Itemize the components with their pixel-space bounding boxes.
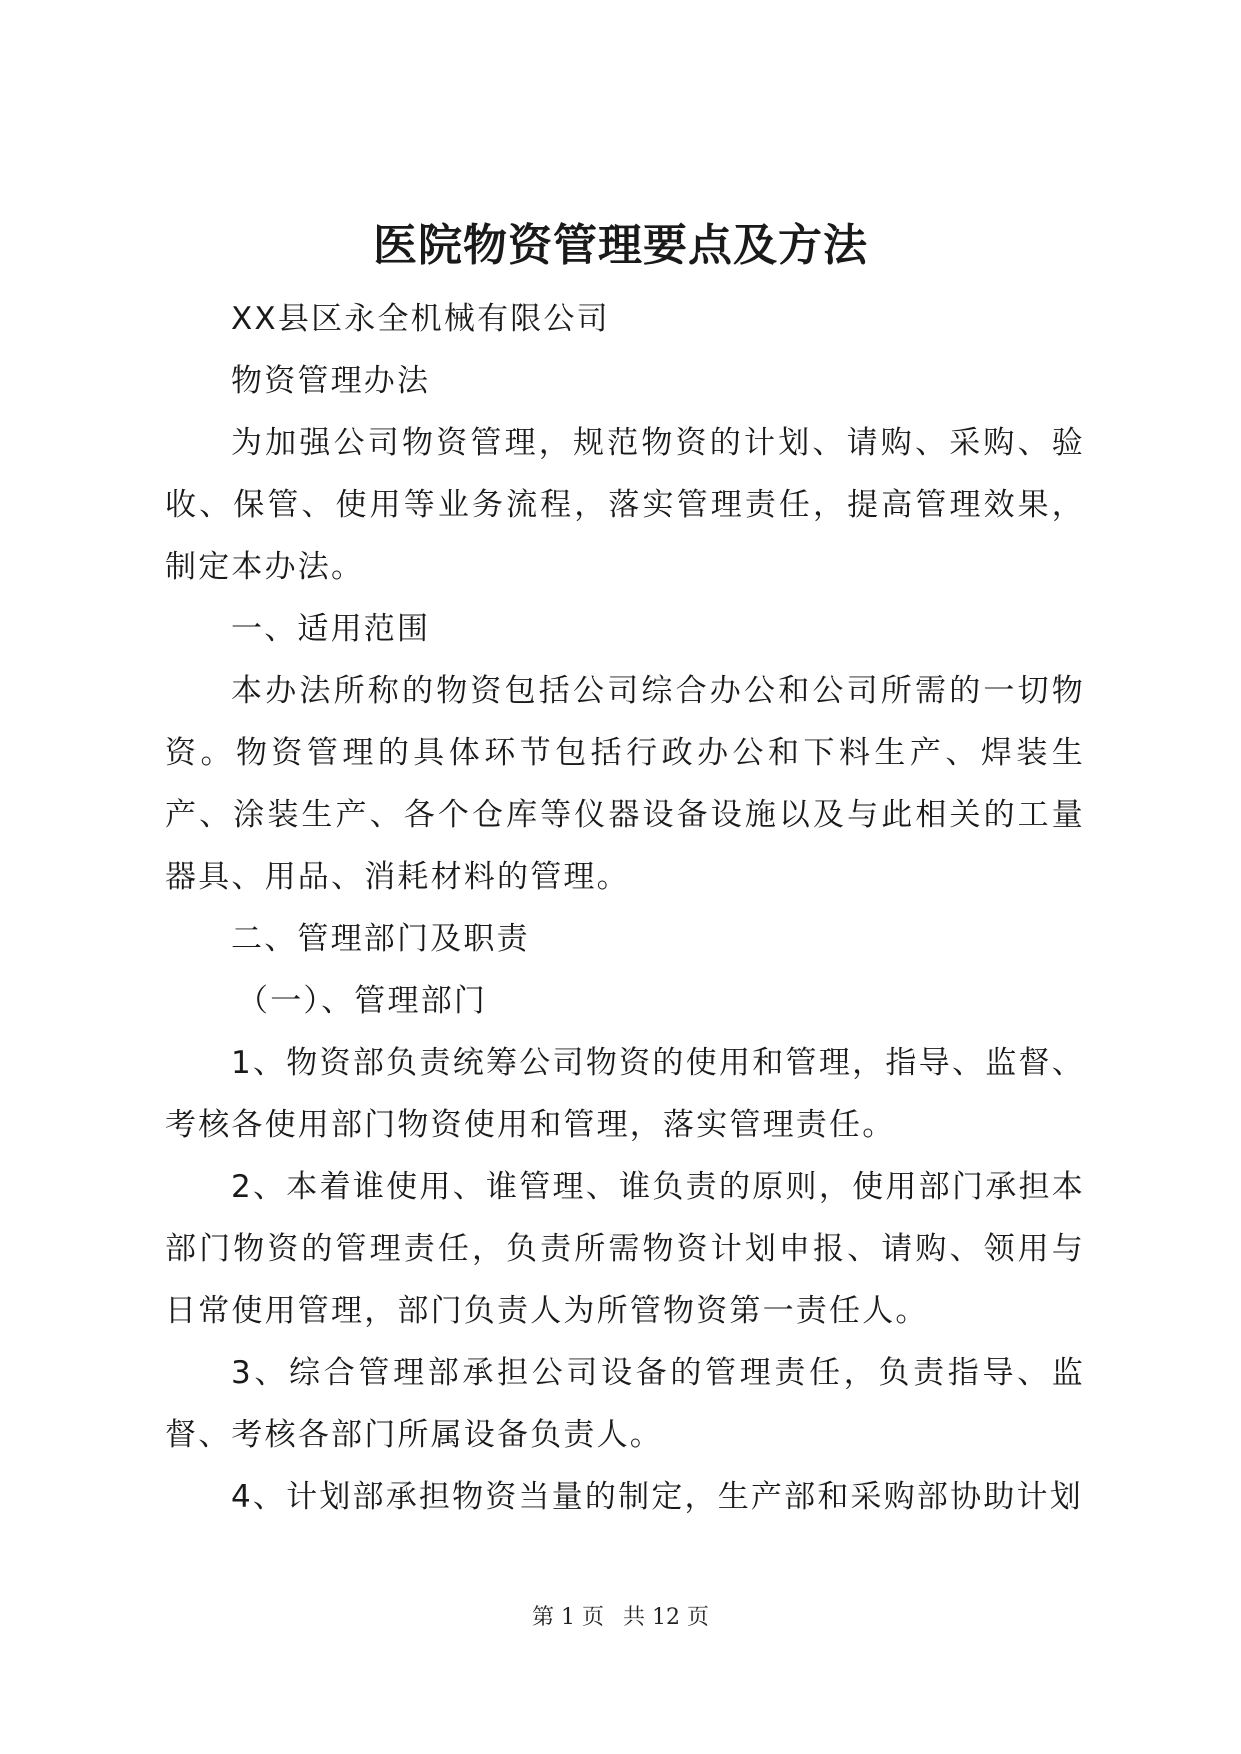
body-paragraph: 2、本着谁使用、谁管理、谁负责的原则，使用部门承担本部门物资的管理责任，负责所需物资计划申报、请购、领用与日常使用管理，部门负责人为所管物资第一责任人。 [165,1169,1085,1329]
body-paragraph: 4、计划部承担物资当量的制定，生产部和采购部协助计划 [231,1479,1083,1515]
page-number: 第 1 页 [532,1605,604,1630]
section-heading: 物资管理办法 [231,363,431,399]
body-paragraph: 1、物资部负责统筹公司物资的使用和管理，指导、监督、考核各使用部门物资使用和管理，落实管理责任。 [165,1045,1085,1143]
body-paragraph: 3、综合管理部承担公司设备的管理责任，负责指导、监督、考核各部门所属设备负责人。 [165,1355,1085,1453]
company-name: XX县区永全机械有限公司 [231,301,610,337]
page-total: 共 12 页 [623,1605,709,1630]
body-paragraph: 为加强公司物资管理，规范物资的计划、请购、采购、验收、保管、使用等业务流程，落实管理责任，提高管理效果，制定本办法。 [165,425,1085,585]
page-footer [0,1603,1241,1633]
subsection-heading: （一）、管理部门 [237,983,488,1019]
document-title: 医院物资管理要点及方法 [373,220,868,271]
document-body [165,288,1085,1528]
section-heading: 二、管理部门及职责 [231,921,530,957]
section-heading: 一、适用范围 [231,611,431,647]
body-paragraph: 本办法所称的物资包括公司综合办公和公司所需的一切物资。物资管理的具体环节包括行政办公和下料生产、焊装生产、涂装生产、各个仓库等仪器设备设施以及与此相关的工量器具、用品、消耗材料的管理。 [165,673,1085,895]
